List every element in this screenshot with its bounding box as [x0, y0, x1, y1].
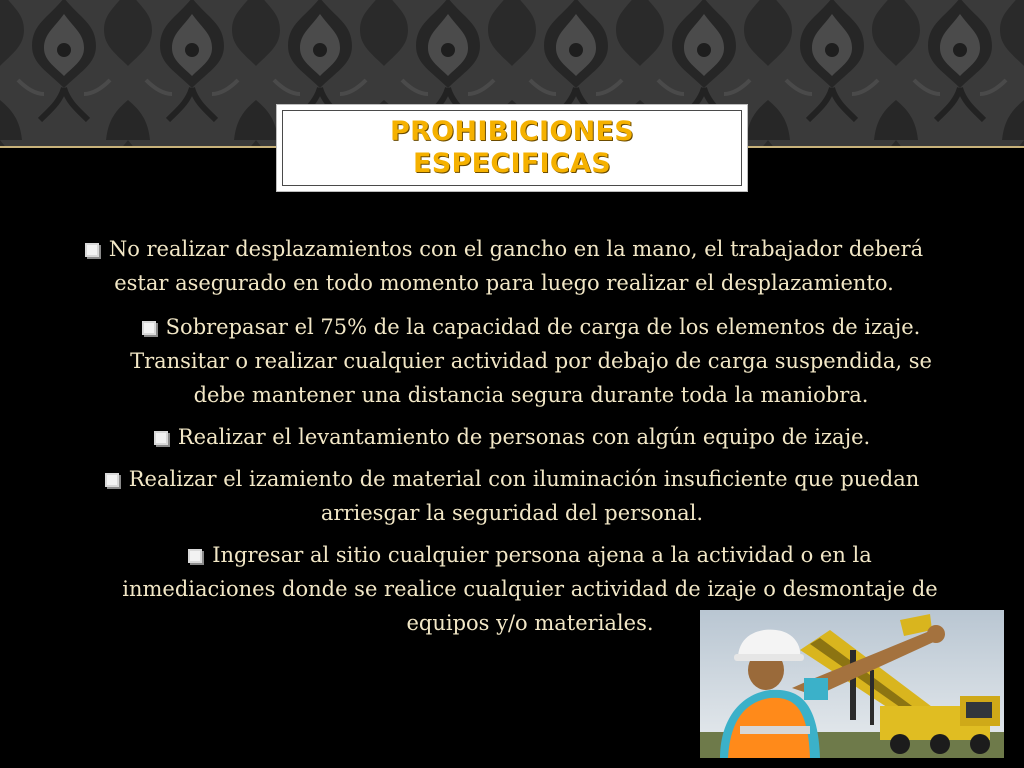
bullet-3-line-1: Realizar el levantamiento de personas con algún equipo de izaje. [177, 425, 871, 449]
bullet-2 [96, 310, 966, 412]
checkbox-bullet-icon [85, 243, 99, 257]
crane-worker-photo [700, 610, 1004, 758]
bullet-5-line-1: Ingresar al sitio cualquier persona ajena a la actividad o en la [212, 543, 872, 567]
checkbox-bullet-icon [105, 473, 119, 487]
title-line-1: PROHIBICIONES [390, 116, 634, 147]
bullet-5-line-2: inmediaciones donde se realice cualquier actividad de izaje o desmontaje de [122, 577, 938, 601]
title-box [276, 104, 748, 192]
bullet-2-line-3: debe mantener una distancia segura durante toda la maniobra. [193, 383, 869, 407]
title-line-2: ESPECIFICAS [413, 148, 611, 179]
checkbox-bullet-icon [188, 549, 202, 563]
slide-title [277, 116, 747, 180]
checkbox-bullet-icon [154, 431, 168, 445]
bullet-3 [0, 420, 1024, 454]
bullet-1 [64, 232, 944, 300]
bullet-2-line-2: Transitar o realizar cualquier actividad por debajo de carga suspendida, se [130, 349, 932, 373]
bullet-5-line-3: equipos y/o materiales. [406, 611, 654, 635]
bullet-4-line-1: Realizar el izamiento de material con iluminación insuficiente que puedan [128, 467, 920, 491]
bullet-4-line-2: arriesgar la seguridad del personal. [320, 501, 704, 525]
bullet-2-line-1: Sobrepasar el 75% de la capacidad de carga de los elementos de izaje. [165, 315, 921, 339]
bullet-1-line-1: No realizar desplazamientos con el gancho en la mano, el trabajador deberá [108, 237, 924, 261]
checkbox-bullet-icon [142, 321, 156, 335]
bullet-1-line-2: estar asegurado en todo momento para luego realizar el desplazamiento. [114, 271, 894, 295]
bullet-4 [56, 462, 968, 530]
